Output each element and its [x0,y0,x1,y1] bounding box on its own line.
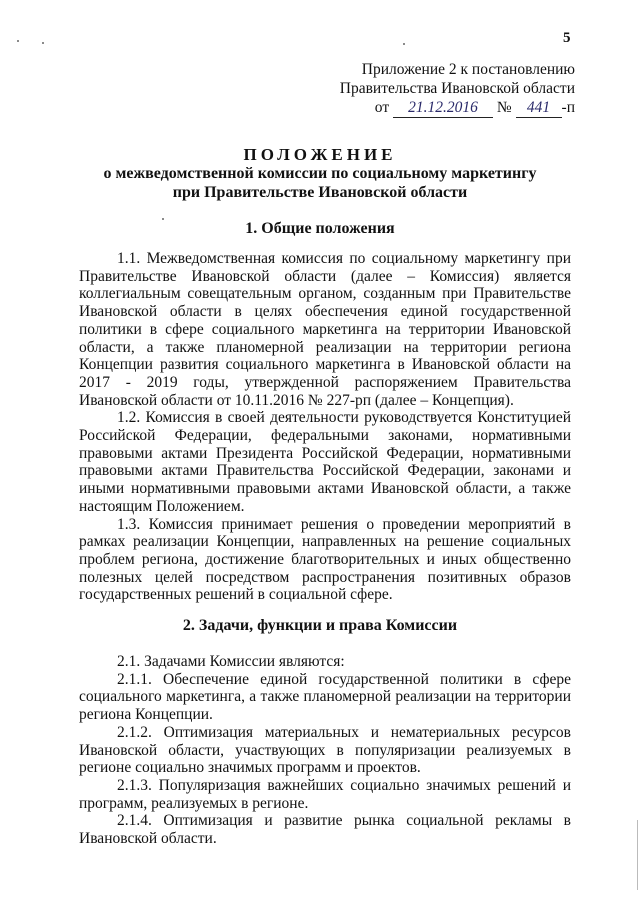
number-suffix: -п [561,99,575,116]
paragraph-1-2: 1.2. Комиссия в своей деятельности руководствуется Конституцией Российской Федерации, федеральными законами, нормативными правовыми актами Президента Российской Федерации, нормативными правовыми актами Правительства Российской Федерации, законами и иными нормативными правовыми актами Ивановской области, а также настоящим Положением. [79,409,571,515]
paragraph-1-3: 1.3. Комиссия принимает решения о проведении мероприятий в рамках реализации Концепции, направленных на решение социальных проблем региона, достижение благотворительных и иных общественно полезных целей посредством распространения позитивных образов государственных решений в социальной сфере. [79,515,571,604]
handwritten-number: 441 [516,98,562,118]
appendix-line-3 [340,98,575,118]
scan-speck [17,40,19,42]
section-1-body [79,250,571,604]
paragraph-2-1: 2.1. Задачами Комиссии являются: [117,653,345,670]
title-line-2: о межведомственной комиссии по социальному маркетингу [103,165,537,182]
appendix-line-2: Правительства Ивановской области [339,80,575,97]
handwritten-date: 21.12.2016 [393,98,493,118]
scan-edge [637,820,638,890]
page-number: 5 [563,30,571,46]
number-label: № [496,99,512,116]
section-2-heading: 2. Задачи, функции и права Комиссии [182,617,458,634]
paragraph-2-1-2: 2.1.2. Оптимизация материальных и нематериальных ресурсов Ивановской области, участвующих в популяризации реализуемых в регионе социально значимых программ и проектов. [79,723,571,777]
paragraph-2-1-3: 2.1.3. Популяризация важнейших социально значимых решений и программ, реализуемых в регионе. [79,776,571,812]
section-1-heading: 1. Общие положения [245,220,395,237]
document-title [70,145,570,202]
title-line-3: при Правительстве Ивановской области [172,184,468,201]
scan-speck [403,43,405,45]
section-2-body [79,653,571,848]
appendix-reference [340,60,575,118]
from-label: от [374,99,390,116]
appendix-line-1: Приложение 2 к постановлению [361,61,575,78]
paragraph-2-1-4: 2.1.4. Оптимизация и развитие рынка социальной рекламы в Ивановской области. [79,812,571,848]
paragraph-2-1-1: 2.1.1. Обеспечение единой государственной политики в сфере социального маркетинга, а также планомерной реализации на территории региона Концепции. [79,670,571,724]
title-main: ПОЛОЖЕНИЕ [243,145,397,164]
paragraph-1-1: 1.1. Межведомственная комиссия по социальному маркетингу при Правительстве Ивановской области (далее – Комиссия) является коллегиальным совещательным органом, созданным при Правительстве Ивановской области в целях обеспечения единой государственной политики в сфере социального маркетинга на территории Ивановской области, а также планомерной реализации на территории региона Концепции развития социального маркетинга в Ивановской области на 2017 - 2019 годы, утвержденной распоряжением Правительства Ивановской области от 10.11.2016 № 227-рп (далее – Концепция). [79,250,571,409]
scan-speck [42,42,44,44]
